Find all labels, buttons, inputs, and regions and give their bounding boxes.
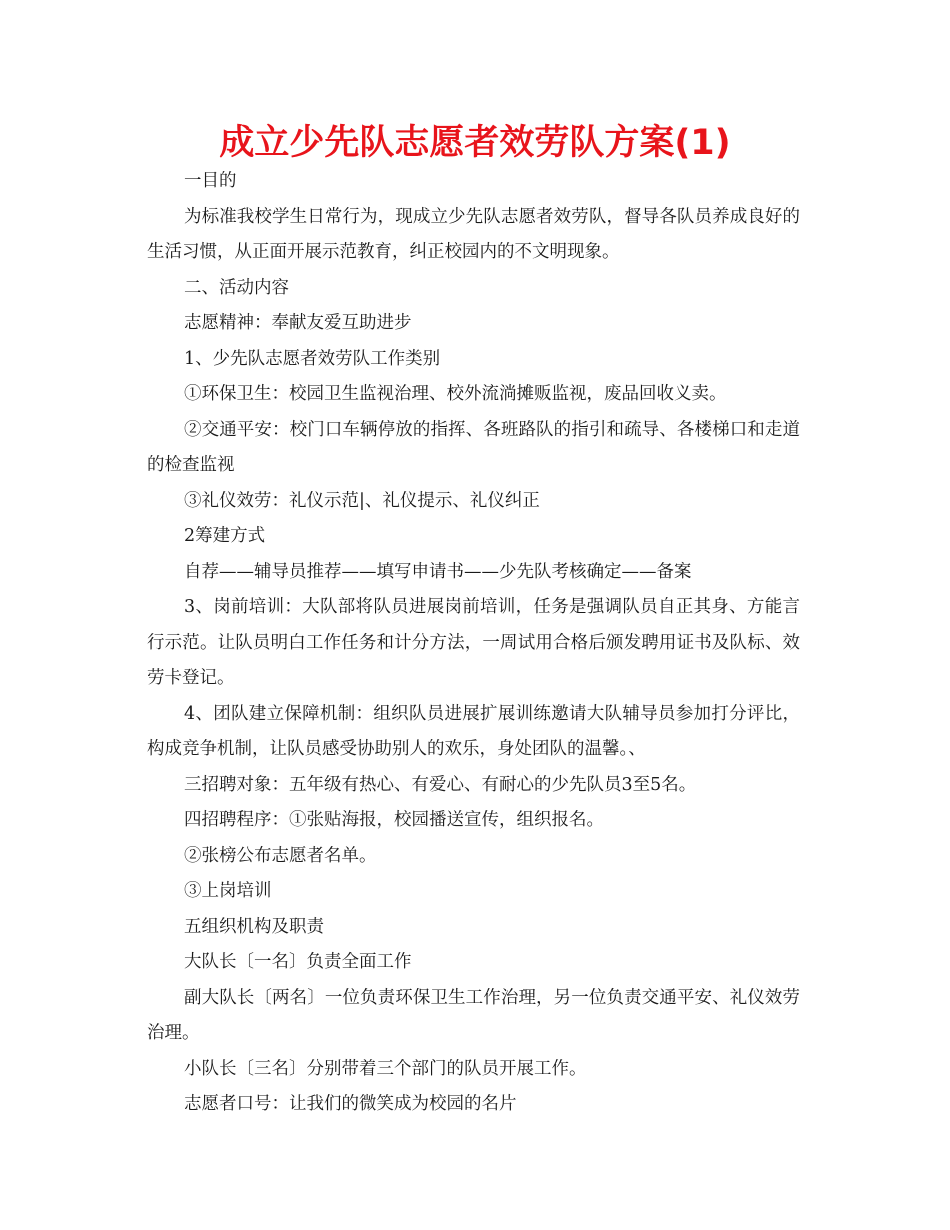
paragraph-traffic: ②交通平安：校门口车辆停放的指挥、各班路队的指引和疏导、各楼梯口和走道的检查监视 [147, 419, 800, 475]
paragraph-publish-list: ②张榜公布志愿者名单。 [184, 845, 377, 866]
paragraph-volunteer-spirit: 志愿精神：奉献友爱互助进步 [184, 313, 412, 333]
paragraph-purpose: 为标准我校学生日常行为，现成立少先队志愿者效劳队，督导各队员养成良好的生活习惯，从正面开展示范教育，纠正校园内的不文明现象。 [147, 206, 800, 262]
paragraph-vice-captain: 副大队长〔两名〕一位负责环保卫生工作治理，另一位负责交通平安、礼仪效劳治理。 [147, 987, 800, 1043]
paragraph-formation-method: 2筹建方式 [184, 526, 266, 546]
heading-organization: 五组织机构及职责 [184, 916, 324, 937]
paragraph-recruit-target: 三招聘对象：五年级有热心、有爱心、有耐心的少先队员3至5名。 [184, 774, 697, 795]
paragraph-selection-flow: 自荐——辅导员推荐——填写申请书——少先队考核确定——备案 [184, 561, 692, 582]
paragraph-onboard-training: ③上岗培训 [184, 881, 272, 901]
paragraph-squad-leader: 小队长〔三名〕分别带着三个部门的队员开展工作。 [184, 1058, 587, 1079]
paragraph-captain: 大队长〔一名〕负责全面工作 [184, 952, 412, 972]
paragraph-work-categories: 1、少先队志愿者效劳队工作类别 [184, 348, 441, 369]
document-title: 成立少先队志愿者效劳队方案(1) [219, 123, 731, 163]
paragraph-recruit-procedure: 四招聘程序：①张贴海报，校园播送宣传，组织报名。 [184, 810, 604, 830]
document-body [147, 164, 800, 1123]
paragraph-environment: ①环保卫生：校园卫生监视治理、校外流淌摊贩监视，废品回收义卖。 [184, 384, 727, 404]
paragraph-training: 3、岗前培训：大队部将队员进展岗前培训，任务是强调队员自正其身、方能言行示范。让队员明白工作任务和计分方法，一周试用合格后颁发聘用证书及队标、效劳卡登记。 [147, 597, 800, 688]
paragraph-etiquette: ③礼仪效劳：礼仪示范|、礼仪提示、礼仪纠正 [184, 490, 540, 511]
paragraph-slogan: 志愿者口号：让我们的微笑成为校园的名片 [184, 1094, 517, 1114]
heading-purpose: 一目的 [184, 171, 237, 191]
paragraph-team-mechanism: 4、团队建立保障机制：组织队员进展扩展训练邀请大队辅导员参加打分评比，构成竞争机制，让队员感受协助别人的欢乐，身处团队的温馨。、 [147, 703, 800, 759]
heading-activity-content: 二、活动内容 [184, 277, 289, 298]
